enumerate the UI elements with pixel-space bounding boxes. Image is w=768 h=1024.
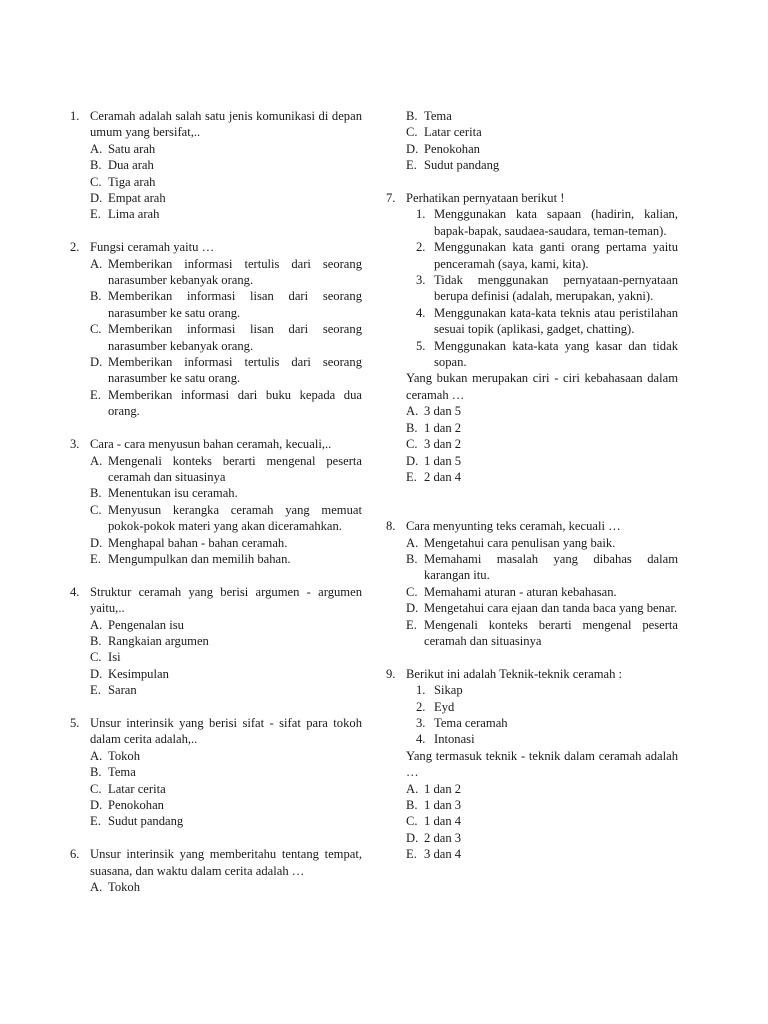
option-text: Memberikan informasi lisan dari seorang narasumber kebanyak orang. [108,322,362,353]
question-number: 9. [386,666,396,681]
option-text: Tokoh [108,748,141,763]
question-text: Unsur interinsik yang berisi sifat - sifat para tokoh dalam cerita adalah,.. [90,715,362,747]
option-text: 1 dan 5 [424,453,462,468]
option-text: Tema [424,109,452,123]
option-letter: A. [90,617,103,632]
statement-text: Menggunakan kata ganti orang pertama yaitu penceramah (saya, kami, kita). [434,240,678,271]
statement-4 [406,731,678,747]
option-text: 3 dan 2 [424,437,462,452]
question-6 [70,846,362,895]
option-d [90,354,362,387]
option-c [406,584,678,600]
option-d [406,830,678,846]
option-b [90,633,362,649]
option-text: Menyusun kerangka ceramah yang memuat pokok-pokok materi yang akan diceramahkan. [108,502,362,534]
option-letter: C. [406,814,418,829]
question-9 [386,666,678,863]
option-text: 3 dan 4 [424,847,462,862]
statement-number: 1. [416,683,426,698]
option-b [90,764,362,780]
option-b [90,288,362,321]
statement-text: Menggunakan kata-kata yang kasar dan tidak sopan. [434,338,678,370]
option-letter: C. [90,781,102,796]
option-text: Menghapal bahan - bahan ceramah. [108,535,288,550]
option-text: 1 dan 2 [424,781,462,796]
option-text: Kesimpulan [108,666,169,681]
option-text: 2 dan 3 [424,830,462,845]
statement-4 [406,305,678,338]
option-letter: E. [406,158,417,173]
statement-3 [406,715,678,731]
option-text: Mengenali konteks berarti mengenal peserta ceramah dan situasinya [424,617,678,648]
option-e [90,682,362,698]
option-a [90,453,362,486]
option-e [90,551,362,567]
option-letter: B. [90,765,102,780]
statement-5 [406,338,678,371]
statement-text: Tidak menggunakan pernyataan-pernyataan berupa definisi (adalah, merupakan, yakni). [434,273,678,304]
option-text: Saran [108,683,137,698]
question-4 [70,584,362,699]
option-d [406,453,678,469]
option-text: Menentukan isu ceramah. [108,486,238,501]
option-letter: B. [90,486,102,501]
spacer [406,485,678,501]
option-letter: E. [90,207,101,222]
statement-3 [406,272,678,305]
statement-1 [406,206,678,239]
option-e [406,617,678,650]
statement-2 [406,239,678,272]
option-text: 1 dan 4 [424,814,462,829]
option-letter: E. [90,387,101,402]
option-letter: E. [406,469,417,484]
question-text: Berikut ini adalah Teknik-teknik ceramah : [406,666,623,681]
option-text: Penokohan [108,798,164,812]
option-letter: D. [90,666,103,681]
option-letter: D. [406,453,419,468]
question-number: 3. [70,437,80,452]
question-text: Fungsi ceramah yaitu … [90,240,215,255]
question-number: 4. [70,584,80,599]
option-text: Dua arah [108,158,154,173]
option-text: Latar cerita [424,125,482,140]
option-a [406,535,678,551]
option-d [90,666,362,682]
question-number: 5. [70,715,80,730]
option-e [406,469,678,485]
option-letter: D. [90,191,103,206]
statement-1 [406,682,678,698]
option-letter: E. [406,617,417,632]
option-a [90,256,362,289]
option-letter: A. [90,880,103,895]
option-text: Mengetahui cara penulisan yang baik. [424,535,616,550]
question-follow-up: Yang bukan merupakan ciri - ciri kebahasaan dalam ceramah … [406,371,678,402]
option-text: Memberikan informasi tertulis dari seorang narasumber kebanyak orang. [108,256,362,288]
option-letter: B. [90,158,102,173]
option-letter: D. [90,798,103,812]
option-text: Lima arah [108,207,160,222]
option-a [406,781,678,797]
option-letter: A. [406,781,419,796]
option-text: 1 dan 2 [424,420,462,435]
question-text: Unsur interinsik yang memberitahu tentang tempat, suasana, dan waktu dalam cerita adalah … [90,847,362,878]
option-text: Mengetahui cara ejaan dan tanda baca yang benar. [424,601,678,616]
option-letter: A. [90,256,103,271]
option-c [90,649,362,665]
option-text: Tiga arah [108,174,156,189]
option-c [90,781,362,797]
question-text: Ceramah adalah salah satu jenis komunikasi di depan umum yang bersifat,.. [90,109,362,140]
option-text: Sudut pandang [424,158,500,173]
option-letter: D. [90,355,103,370]
option-text: Memberikan informasi lisan dari seorang narasumber ke satu orang. [108,289,362,320]
question-1 [70,108,362,223]
option-e [90,206,362,222]
option-b [406,420,678,436]
option-c [90,321,362,354]
option-b [406,797,678,813]
option-letter: A. [90,453,103,468]
option-b [406,551,678,584]
option-letter: C. [90,502,102,517]
option-d [90,535,362,551]
option-letter: A. [406,535,419,550]
statement-number: 3. [416,273,426,288]
question-follow-up: Yang termasuk teknik - teknik dalam ceramah adalah … [406,748,678,780]
option-text: Pengenalan isu [108,617,184,632]
question-2 [70,239,362,419]
option-text: Isi [108,650,121,665]
option-c [90,174,362,190]
option-text: Memahami masalah yang dibahas dalam karangan itu. [424,551,678,583]
option-a [90,879,362,895]
option-letter: D. [406,141,419,156]
option-e [406,157,678,173]
statement-number: 3. [416,715,426,730]
question-5 [70,715,362,830]
question-number: 2. [70,240,80,255]
option-letter: A. [90,141,103,156]
option-text: 3 dan 5 [424,404,462,419]
question-text: Cara - cara menyusun bahan ceramah, kecuali,.. [90,437,332,452]
statement-number: 4. [416,732,426,747]
statement-text: Intonasi [434,732,475,747]
option-text: Penokohan [424,141,480,156]
statement-2 [406,699,678,715]
option-c [406,813,678,829]
question-6-continued [386,108,678,174]
option-text: 2 dan 4 [424,469,462,484]
option-letter: B. [406,420,418,435]
option-text: Mengenali konteks berarti mengenal peserta ceramah dan situasinya [108,453,362,484]
question-8 [386,518,678,649]
question-text: Cara menyunting teks ceramah, kecuali … [406,519,621,534]
option-letter: E. [90,683,101,698]
option-d [406,141,678,157]
option-text: Mengumpulkan dan memilih bahan. [108,551,291,566]
option-d [90,190,362,206]
statement-text: Sikap [434,683,463,698]
statement-number: 1. [416,207,426,222]
question-number: 7. [386,191,396,206]
option-c [90,502,362,535]
option-text: Satu arah [108,141,156,156]
option-d [406,600,678,616]
option-letter: C. [406,584,418,599]
option-letter: A. [406,404,419,419]
question-number: 8. [386,519,396,534]
option-a [90,748,362,764]
question-text: Perhatikan pernyataan berikut ! [406,191,565,206]
question-3 [70,436,362,567]
statement-text: Menggunakan kata-kata teknis atau peristilahan sesuai topik (aplikasi, gadget, chatting). [434,305,678,337]
option-letter: C. [406,125,418,140]
option-text: Sudut pandang [108,814,184,829]
option-text: 1 dan 3 [424,798,462,812]
option-text: Latar cerita [108,781,166,796]
option-letter: E. [90,551,101,566]
option-e [90,813,362,829]
statement-text: Tema ceramah [434,715,508,730]
option-text: Tema [108,765,136,780]
option-e [90,387,362,420]
option-b [406,108,678,124]
option-letter: B. [406,109,418,123]
option-letter: B. [90,289,102,304]
option-letter: A. [90,748,103,763]
option-a [406,403,678,419]
question-number: 1. [70,109,80,123]
option-c [406,436,678,452]
option-b [90,485,362,501]
option-a [90,617,362,633]
statement-number: 2. [416,699,426,714]
option-text: Rangkaian argumen [108,633,209,648]
option-text: Tokoh [108,880,141,895]
option-letter: B. [406,798,418,812]
option-letter: D. [406,830,419,845]
left-column [70,108,362,912]
right-column [386,108,678,879]
option-letter: D. [90,535,103,550]
option-c [406,124,678,140]
statement-number: 2. [416,240,426,255]
question-number: 6. [70,847,80,862]
statement-text: Eyd [434,699,455,714]
option-a [90,141,362,157]
option-e [406,846,678,862]
option-letter: C. [406,437,418,452]
option-letter: C. [90,650,102,665]
option-d [90,797,362,813]
option-letter: E. [90,814,101,829]
statement-number: 5. [416,338,426,353]
option-text: Memberikan informasi dari buku kepada dua orang. [108,387,362,419]
option-b [90,157,362,173]
option-letter: E. [406,847,417,862]
option-letter: D. [406,601,419,616]
statement-text: Menggunakan kata sapaan (hadirin, kalian, bapak-bapak, saudaea-saudara, teman-teman). [434,207,678,238]
question-7 [386,190,678,502]
option-letter: B. [90,633,102,648]
option-letter: B. [406,551,418,566]
option-text: Empat arah [108,191,166,206]
option-text: Memahami aturan - aturan kebahasan. [424,584,617,599]
option-text: Memberikan informasi tertulis dari seorang narasumber ke satu orang. [108,355,362,386]
statement-number: 4. [416,305,426,320]
option-letter: C. [90,174,102,189]
question-text: Struktur ceramah yang berisi argumen - argumen yaitu,.. [90,584,362,616]
option-letter: C. [90,322,102,337]
